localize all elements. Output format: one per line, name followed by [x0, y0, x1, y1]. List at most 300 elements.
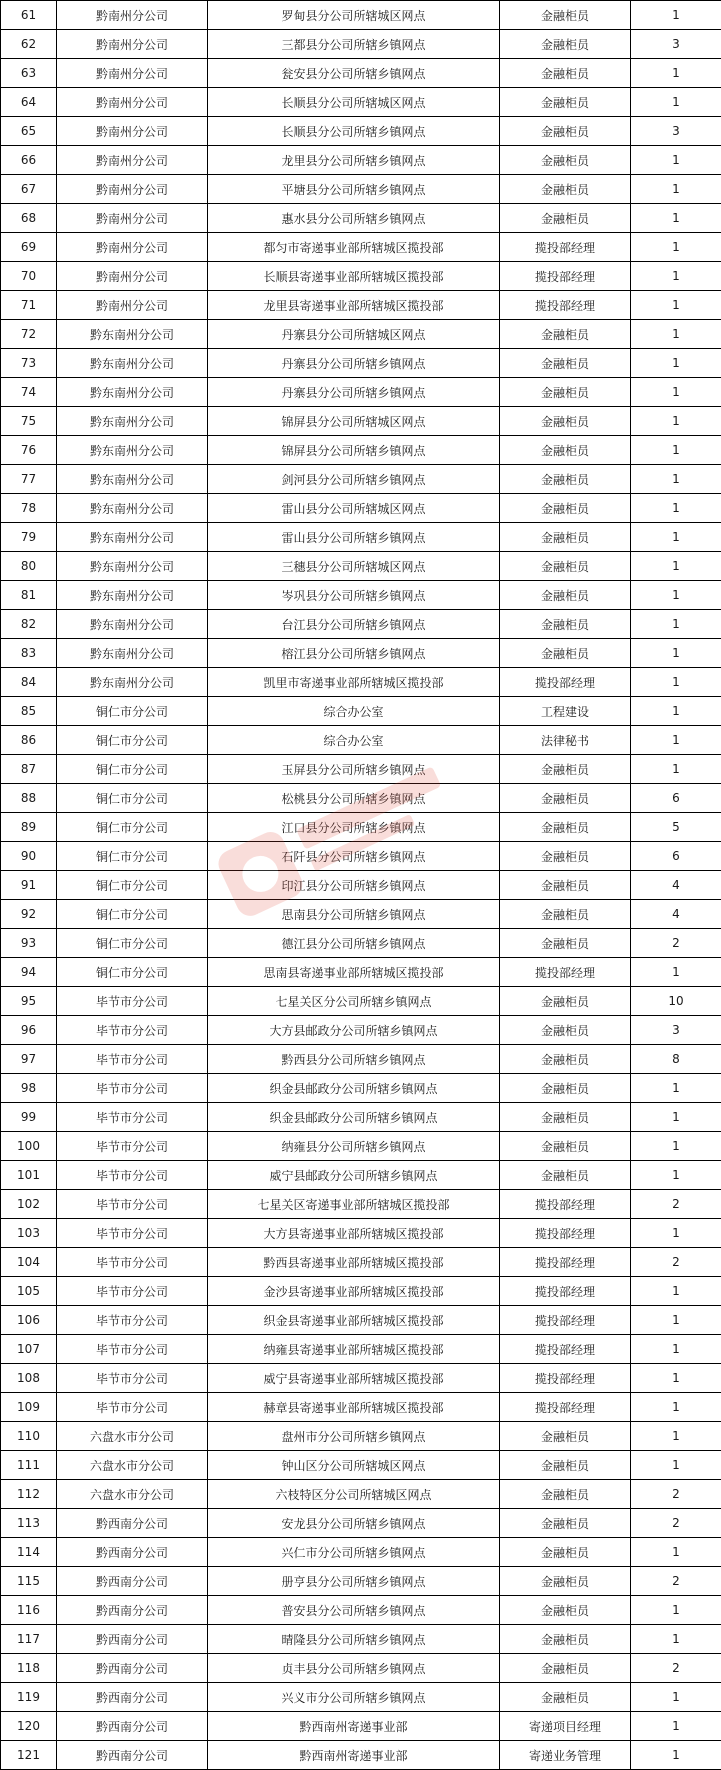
unit-name-cell: 黔东南州分公司 — [57, 407, 208, 436]
work-location-cell: 盘州市分公司所辖乡镇网点 — [208, 1422, 500, 1451]
work-location-cell: 锦屏县分公司所辖城区网点 — [208, 407, 500, 436]
row-number-cell: 110 — [1, 1422, 57, 1451]
headcount-cell: 1 — [631, 1393, 721, 1422]
work-location-cell: 金沙县寄递事业部所辖城区揽投部 — [208, 1277, 500, 1306]
unit-name-cell: 黔东南州分公司 — [57, 494, 208, 523]
table-row — [1, 1509, 721, 1538]
row-number-cell: 113 — [1, 1509, 57, 1538]
headcount-cell: 6 — [631, 842, 721, 871]
row-number-cell: 114 — [1, 1538, 57, 1567]
work-location-cell: 织金县寄递事业部所辖城区揽投部 — [208, 1306, 500, 1335]
table-row — [1, 378, 721, 407]
work-location-cell: 印江县分公司所辖乡镇网点 — [208, 871, 500, 900]
position-cell: 揽投部经理 — [500, 668, 631, 697]
headcount-cell: 10 — [631, 987, 721, 1016]
work-location-cell: 龙里县分公司所辖乡镇网点 — [208, 146, 500, 175]
headcount-cell: 6 — [631, 784, 721, 813]
table-row — [1, 1190, 721, 1219]
row-number-cell: 96 — [1, 1016, 57, 1045]
headcount-cell: 1 — [631, 1277, 721, 1306]
position-cell: 揽投部经理 — [500, 1364, 631, 1393]
row-number-cell: 95 — [1, 987, 57, 1016]
unit-name-cell: 毕节市分公司 — [57, 1219, 208, 1248]
work-location-cell: 榕江县分公司所辖乡镇网点 — [208, 639, 500, 668]
headcount-cell: 2 — [631, 929, 721, 958]
work-location-cell: 罗甸县分公司所辖城区网点 — [208, 1, 500, 30]
position-cell: 金融柜员 — [500, 1480, 631, 1509]
work-location-cell: 都匀市寄递事业部所辖城区揽投部 — [208, 233, 500, 262]
unit-name-cell: 黔南州分公司 — [57, 262, 208, 291]
headcount-cell: 4 — [631, 900, 721, 929]
position-cell: 金融柜员 — [500, 320, 631, 349]
row-number-cell: 85 — [1, 697, 57, 726]
table-row — [1, 494, 721, 523]
headcount-cell: 1 — [631, 755, 721, 784]
position-cell: 金融柜员 — [500, 755, 631, 784]
headcount-cell: 2 — [631, 1509, 721, 1538]
unit-name-cell: 毕节市分公司 — [57, 1364, 208, 1393]
position-cell: 金融柜员 — [500, 1538, 631, 1567]
position-cell: 金融柜员 — [500, 1161, 631, 1190]
position-cell: 金融柜员 — [500, 1016, 631, 1045]
row-number-cell: 101 — [1, 1161, 57, 1190]
position-cell: 金融柜员 — [500, 59, 631, 88]
work-location-cell: 凯里市寄递事业部所辖城区揽投部 — [208, 668, 500, 697]
position-cell: 金融柜员 — [500, 378, 631, 407]
unit-name-cell: 黔东南州分公司 — [57, 610, 208, 639]
position-cell: 揽投部经理 — [500, 1248, 631, 1277]
row-number-cell: 112 — [1, 1480, 57, 1509]
work-location-cell: 瓮安县分公司所辖乡镇网点 — [208, 59, 500, 88]
headcount-cell: 1 — [631, 1712, 721, 1741]
table-body — [1, 1, 721, 1770]
headcount-cell: 1 — [631, 552, 721, 581]
position-cell: 金融柜员 — [500, 1654, 631, 1683]
table-row — [1, 581, 721, 610]
unit-name-cell: 铜仁市分公司 — [57, 958, 208, 987]
headcount-cell: 1 — [631, 494, 721, 523]
unit-name-cell: 铜仁市分公司 — [57, 755, 208, 784]
headcount-cell: 1 — [631, 1422, 721, 1451]
position-cell: 金融柜员 — [500, 784, 631, 813]
headcount-cell: 1 — [631, 1451, 721, 1480]
work-location-cell: 纳雍县分公司所辖乡镇网点 — [208, 1132, 500, 1161]
headcount-cell: 1 — [631, 378, 721, 407]
headcount-cell: 1 — [631, 1161, 721, 1190]
headcount-cell: 1 — [631, 262, 721, 291]
work-location-cell: 丹寨县分公司所辖城区网点 — [208, 320, 500, 349]
unit-name-cell: 黔东南州分公司 — [57, 349, 208, 378]
table-row — [1, 320, 721, 349]
position-cell: 金融柜员 — [500, 523, 631, 552]
headcount-cell: 5 — [631, 813, 721, 842]
headcount-cell: 2 — [631, 1190, 721, 1219]
headcount-cell: 1 — [631, 697, 721, 726]
work-location-cell: 锦屏县分公司所辖乡镇网点 — [208, 436, 500, 465]
table-row — [1, 929, 721, 958]
unit-name-cell: 黔南州分公司 — [57, 1, 208, 30]
headcount-cell: 1 — [631, 233, 721, 262]
row-number-cell: 119 — [1, 1683, 57, 1712]
work-location-cell: 玉屏县分公司所辖乡镇网点 — [208, 755, 500, 784]
row-number-cell: 70 — [1, 262, 57, 291]
headcount-cell: 1 — [631, 320, 721, 349]
position-cell: 金融柜员 — [500, 871, 631, 900]
position-cell: 金融柜员 — [500, 1103, 631, 1132]
position-cell: 金融柜员 — [500, 1045, 631, 1074]
unit-name-cell: 铜仁市分公司 — [57, 784, 208, 813]
headcount-cell: 1 — [631, 175, 721, 204]
position-cell: 金融柜员 — [500, 494, 631, 523]
row-number-cell: 115 — [1, 1567, 57, 1596]
row-number-cell: 97 — [1, 1045, 57, 1074]
table-row — [1, 1538, 721, 1567]
work-location-cell: 安龙县分公司所辖乡镇网点 — [208, 1509, 500, 1538]
table-row — [1, 1364, 721, 1393]
row-number-cell: 65 — [1, 117, 57, 146]
table-row — [1, 1335, 721, 1364]
table-row — [1, 291, 721, 320]
row-number-cell: 109 — [1, 1393, 57, 1422]
row-number-cell: 103 — [1, 1219, 57, 1248]
row-number-cell: 80 — [1, 552, 57, 581]
table-row — [1, 88, 721, 117]
unit-name-cell: 铜仁市分公司 — [57, 871, 208, 900]
position-cell: 金融柜员 — [500, 842, 631, 871]
unit-name-cell: 黔东南州分公司 — [57, 465, 208, 494]
work-location-cell: 晴隆县分公司所辖乡镇网点 — [208, 1625, 500, 1654]
unit-name-cell: 黔西南分公司 — [57, 1538, 208, 1567]
headcount-cell: 1 — [631, 349, 721, 378]
headcount-cell: 3 — [631, 1016, 721, 1045]
row-number-cell: 117 — [1, 1625, 57, 1654]
work-location-cell: 织金县邮政分公司所辖乡镇网点 — [208, 1074, 500, 1103]
headcount-cell: 1 — [631, 1741, 721, 1770]
unit-name-cell: 黔东南州分公司 — [57, 320, 208, 349]
table-row — [1, 1074, 721, 1103]
unit-name-cell: 黔东南州分公司 — [57, 581, 208, 610]
unit-name-cell: 六盘水市分公司 — [57, 1451, 208, 1480]
table-row — [1, 1161, 721, 1190]
headcount-cell: 2 — [631, 1248, 721, 1277]
row-number-cell: 92 — [1, 900, 57, 929]
row-number-cell: 86 — [1, 726, 57, 755]
position-cell: 金融柜员 — [500, 1683, 631, 1712]
unit-name-cell: 铜仁市分公司 — [57, 697, 208, 726]
table-row — [1, 1, 721, 30]
work-location-cell: 思南县分公司所辖乡镇网点 — [208, 900, 500, 929]
row-number-cell: 67 — [1, 175, 57, 204]
table-row — [1, 436, 721, 465]
row-number-cell: 82 — [1, 610, 57, 639]
work-location-cell: 惠水县分公司所辖乡镇网点 — [208, 204, 500, 233]
headcount-cell: 2 — [631, 1480, 721, 1509]
unit-name-cell: 铜仁市分公司 — [57, 842, 208, 871]
row-number-cell: 81 — [1, 581, 57, 610]
unit-name-cell: 铜仁市分公司 — [57, 900, 208, 929]
table-row — [1, 1625, 721, 1654]
position-cell: 金融柜员 — [500, 465, 631, 494]
unit-name-cell: 毕节市分公司 — [57, 1190, 208, 1219]
work-location-cell: 威宁县邮政分公司所辖乡镇网点 — [208, 1161, 500, 1190]
row-number-cell: 93 — [1, 929, 57, 958]
unit-name-cell: 黔西南分公司 — [57, 1625, 208, 1654]
table-row — [1, 1248, 721, 1277]
table-row — [1, 1045, 721, 1074]
work-location-cell: 六枝特区分公司所辖城区网点 — [208, 1480, 500, 1509]
unit-name-cell: 毕节市分公司 — [57, 1161, 208, 1190]
headcount-cell: 1 — [631, 1683, 721, 1712]
headcount-cell: 1 — [631, 88, 721, 117]
headcount-cell: 1 — [631, 1103, 721, 1132]
work-location-cell: 大方县邮政分公司所辖乡镇网点 — [208, 1016, 500, 1045]
work-location-cell: 岑巩县分公司所辖乡镇网点 — [208, 581, 500, 610]
work-location-cell: 石阡县分公司所辖乡镇网点 — [208, 842, 500, 871]
work-location-cell: 长顺县分公司所辖城区网点 — [208, 88, 500, 117]
table-row — [1, 755, 721, 784]
row-number-cell: 120 — [1, 1712, 57, 1741]
work-location-cell: 纳雍县寄递事业部所辖城区揽投部 — [208, 1335, 500, 1364]
headcount-cell: 8 — [631, 1045, 721, 1074]
position-cell: 金融柜员 — [500, 407, 631, 436]
table-row — [1, 552, 721, 581]
work-location-cell: 台江县分公司所辖乡镇网点 — [208, 610, 500, 639]
table-row — [1, 59, 721, 88]
work-location-cell: 黔西县寄递事业部所辖城区揽投部 — [208, 1248, 500, 1277]
row-number-cell: 90 — [1, 842, 57, 871]
headcount-cell: 1 — [631, 1364, 721, 1393]
table-row — [1, 1567, 721, 1596]
position-cell: 金融柜员 — [500, 1509, 631, 1538]
position-cell: 工程建设 — [500, 697, 631, 726]
unit-name-cell: 黔南州分公司 — [57, 233, 208, 262]
unit-name-cell: 毕节市分公司 — [57, 1074, 208, 1103]
row-number-cell: 66 — [1, 146, 57, 175]
position-cell: 揽投部经理 — [500, 262, 631, 291]
position-cell: 金融柜员 — [500, 1, 631, 30]
table-row — [1, 262, 721, 291]
work-location-cell: 雷山县分公司所辖乡镇网点 — [208, 523, 500, 552]
table-row — [1, 784, 721, 813]
headcount-cell: 1 — [631, 610, 721, 639]
headcount-cell: 1 — [631, 1335, 721, 1364]
position-cell: 揽投部经理 — [500, 1335, 631, 1364]
table-row — [1, 900, 721, 929]
unit-name-cell: 黔东南州分公司 — [57, 639, 208, 668]
table-row — [1, 204, 721, 233]
row-number-cell: 105 — [1, 1277, 57, 1306]
table-row — [1, 1016, 721, 1045]
headcount-cell: 1 — [631, 958, 721, 987]
row-number-cell: 78 — [1, 494, 57, 523]
row-number-cell: 74 — [1, 378, 57, 407]
unit-name-cell: 黔西南分公司 — [57, 1741, 208, 1770]
unit-name-cell: 六盘水市分公司 — [57, 1480, 208, 1509]
table-row — [1, 523, 721, 552]
work-location-cell: 三穗县分公司所辖城区网点 — [208, 552, 500, 581]
table-row — [1, 842, 721, 871]
table-row — [1, 1277, 721, 1306]
row-number-cell: 61 — [1, 1, 57, 30]
row-number-cell: 111 — [1, 1451, 57, 1480]
unit-name-cell: 黔南州分公司 — [57, 88, 208, 117]
row-number-cell: 102 — [1, 1190, 57, 1219]
position-cell: 揽投部经理 — [500, 233, 631, 262]
row-number-cell: 99 — [1, 1103, 57, 1132]
headcount-cell: 1 — [631, 146, 721, 175]
row-number-cell: 63 — [1, 59, 57, 88]
position-cell: 金融柜员 — [500, 88, 631, 117]
row-number-cell: 76 — [1, 436, 57, 465]
table-row — [1, 117, 721, 146]
headcount-cell: 4 — [631, 871, 721, 900]
row-number-cell: 83 — [1, 639, 57, 668]
unit-name-cell: 铜仁市分公司 — [57, 813, 208, 842]
work-location-cell: 贞丰县分公司所辖乡镇网点 — [208, 1654, 500, 1683]
position-cell: 金融柜员 — [500, 581, 631, 610]
headcount-cell: 1 — [631, 1625, 721, 1654]
work-location-cell: 三都县分公司所辖乡镇网点 — [208, 30, 500, 59]
row-number-cell: 71 — [1, 291, 57, 320]
row-number-cell: 62 — [1, 30, 57, 59]
position-cell: 揽投部经理 — [500, 1277, 631, 1306]
row-number-cell: 100 — [1, 1132, 57, 1161]
unit-name-cell: 黔南州分公司 — [57, 30, 208, 59]
unit-name-cell: 黔南州分公司 — [57, 117, 208, 146]
table-row — [1, 146, 721, 175]
headcount-cell: 1 — [631, 1596, 721, 1625]
unit-name-cell: 毕节市分公司 — [57, 1103, 208, 1132]
row-number-cell: 98 — [1, 1074, 57, 1103]
position-cell: 金融柜员 — [500, 436, 631, 465]
row-number-cell: 75 — [1, 407, 57, 436]
position-cell: 金融柜员 — [500, 1596, 631, 1625]
unit-name-cell: 黔东南州分公司 — [57, 378, 208, 407]
work-location-cell: 平塘县分公司所辖乡镇网点 — [208, 175, 500, 204]
table-row — [1, 639, 721, 668]
row-number-cell: 69 — [1, 233, 57, 262]
table-row — [1, 668, 721, 697]
unit-name-cell: 毕节市分公司 — [57, 1393, 208, 1422]
position-cell: 金融柜员 — [500, 146, 631, 175]
table-row — [1, 30, 721, 59]
row-number-cell: 107 — [1, 1335, 57, 1364]
unit-name-cell: 黔西南分公司 — [57, 1654, 208, 1683]
position-cell: 金融柜员 — [500, 1422, 631, 1451]
table-row — [1, 1393, 721, 1422]
position-cell: 金融柜员 — [500, 349, 631, 378]
row-number-cell: 79 — [1, 523, 57, 552]
headcount-cell: 1 — [631, 523, 721, 552]
unit-name-cell: 毕节市分公司 — [57, 1016, 208, 1045]
work-location-cell: 剑河县分公司所辖乡镇网点 — [208, 465, 500, 494]
unit-name-cell: 黔西南分公司 — [57, 1596, 208, 1625]
work-location-cell: 黔西南州寄递事业部 — [208, 1712, 500, 1741]
work-location-cell: 综合办公室 — [208, 726, 500, 755]
position-cell: 金融柜员 — [500, 813, 631, 842]
work-location-cell: 德江县分公司所辖乡镇网点 — [208, 929, 500, 958]
row-number-cell: 72 — [1, 320, 57, 349]
work-location-cell: 长顺县分公司所辖乡镇网点 — [208, 117, 500, 146]
unit-name-cell: 铜仁市分公司 — [57, 929, 208, 958]
headcount-cell: 1 — [631, 1, 721, 30]
row-number-cell: 88 — [1, 784, 57, 813]
position-cell: 金融柜员 — [500, 639, 631, 668]
headcount-cell: 1 — [631, 726, 721, 755]
unit-name-cell: 黔南州分公司 — [57, 291, 208, 320]
table-row — [1, 1422, 721, 1451]
position-cell: 金融柜员 — [500, 204, 631, 233]
row-number-cell: 64 — [1, 88, 57, 117]
table-row — [1, 1480, 721, 1509]
unit-name-cell: 六盘水市分公司 — [57, 1422, 208, 1451]
headcount-cell: 1 — [631, 1219, 721, 1248]
row-number-cell: 77 — [1, 465, 57, 494]
headcount-cell: 1 — [631, 639, 721, 668]
headcount-cell: 1 — [631, 436, 721, 465]
headcount-cell: 1 — [631, 581, 721, 610]
table-row — [1, 1103, 721, 1132]
work-location-cell: 松桃县分公司所辖乡镇网点 — [208, 784, 500, 813]
work-location-cell: 长顺县寄递事业部所辖城区揽投部 — [208, 262, 500, 291]
row-number-cell: 84 — [1, 668, 57, 697]
unit-name-cell: 黔东南州分公司 — [57, 552, 208, 581]
unit-name-cell: 毕节市分公司 — [57, 987, 208, 1016]
work-location-cell: 兴义市分公司所辖乡镇网点 — [208, 1683, 500, 1712]
unit-name-cell: 黔南州分公司 — [57, 146, 208, 175]
headcount-cell: 1 — [631, 1132, 721, 1161]
position-cell: 金融柜员 — [500, 1132, 631, 1161]
unit-name-cell: 毕节市分公司 — [57, 1132, 208, 1161]
table-row — [1, 813, 721, 842]
headcount-cell: 1 — [631, 291, 721, 320]
unit-name-cell: 毕节市分公司 — [57, 1335, 208, 1364]
work-location-cell: 黔西南州寄递事业部 — [208, 1741, 500, 1770]
headcount-cell: 1 — [631, 407, 721, 436]
table-row — [1, 1451, 721, 1480]
work-location-cell: 雷山县分公司所辖城区网点 — [208, 494, 500, 523]
position-cell: 金融柜员 — [500, 900, 631, 929]
row-number-cell: 118 — [1, 1654, 57, 1683]
table-row — [1, 407, 721, 436]
table-row — [1, 987, 721, 1016]
row-number-cell: 104 — [1, 1248, 57, 1277]
row-number-cell: 68 — [1, 204, 57, 233]
table-row — [1, 697, 721, 726]
work-location-cell: 赫章县寄递事业部所辖城区揽投部 — [208, 1393, 500, 1422]
work-location-cell: 兴仁市分公司所辖乡镇网点 — [208, 1538, 500, 1567]
headcount-cell: 3 — [631, 117, 721, 146]
table-row — [1, 1654, 721, 1683]
unit-name-cell: 毕节市分公司 — [57, 1277, 208, 1306]
headcount-cell: 1 — [631, 1306, 721, 1335]
position-cell: 金融柜员 — [500, 175, 631, 204]
table-row — [1, 1741, 721, 1770]
work-location-cell: 七星关区寄递事业部所辖城区揽投部 — [208, 1190, 500, 1219]
position-cell: 揽投部经理 — [500, 1393, 631, 1422]
row-number-cell: 73 — [1, 349, 57, 378]
headcount-cell: 1 — [631, 668, 721, 697]
position-cell: 揽投部经理 — [500, 291, 631, 320]
position-cell: 揽投部经理 — [500, 1190, 631, 1219]
work-location-cell: 龙里县寄递事业部所辖城区揽投部 — [208, 291, 500, 320]
table-row — [1, 1306, 721, 1335]
position-cell: 金融柜员 — [500, 987, 631, 1016]
table-row — [1, 958, 721, 987]
headcount-cell: 3 — [631, 30, 721, 59]
row-number-cell: 121 — [1, 1741, 57, 1770]
row-number-cell: 116 — [1, 1596, 57, 1625]
